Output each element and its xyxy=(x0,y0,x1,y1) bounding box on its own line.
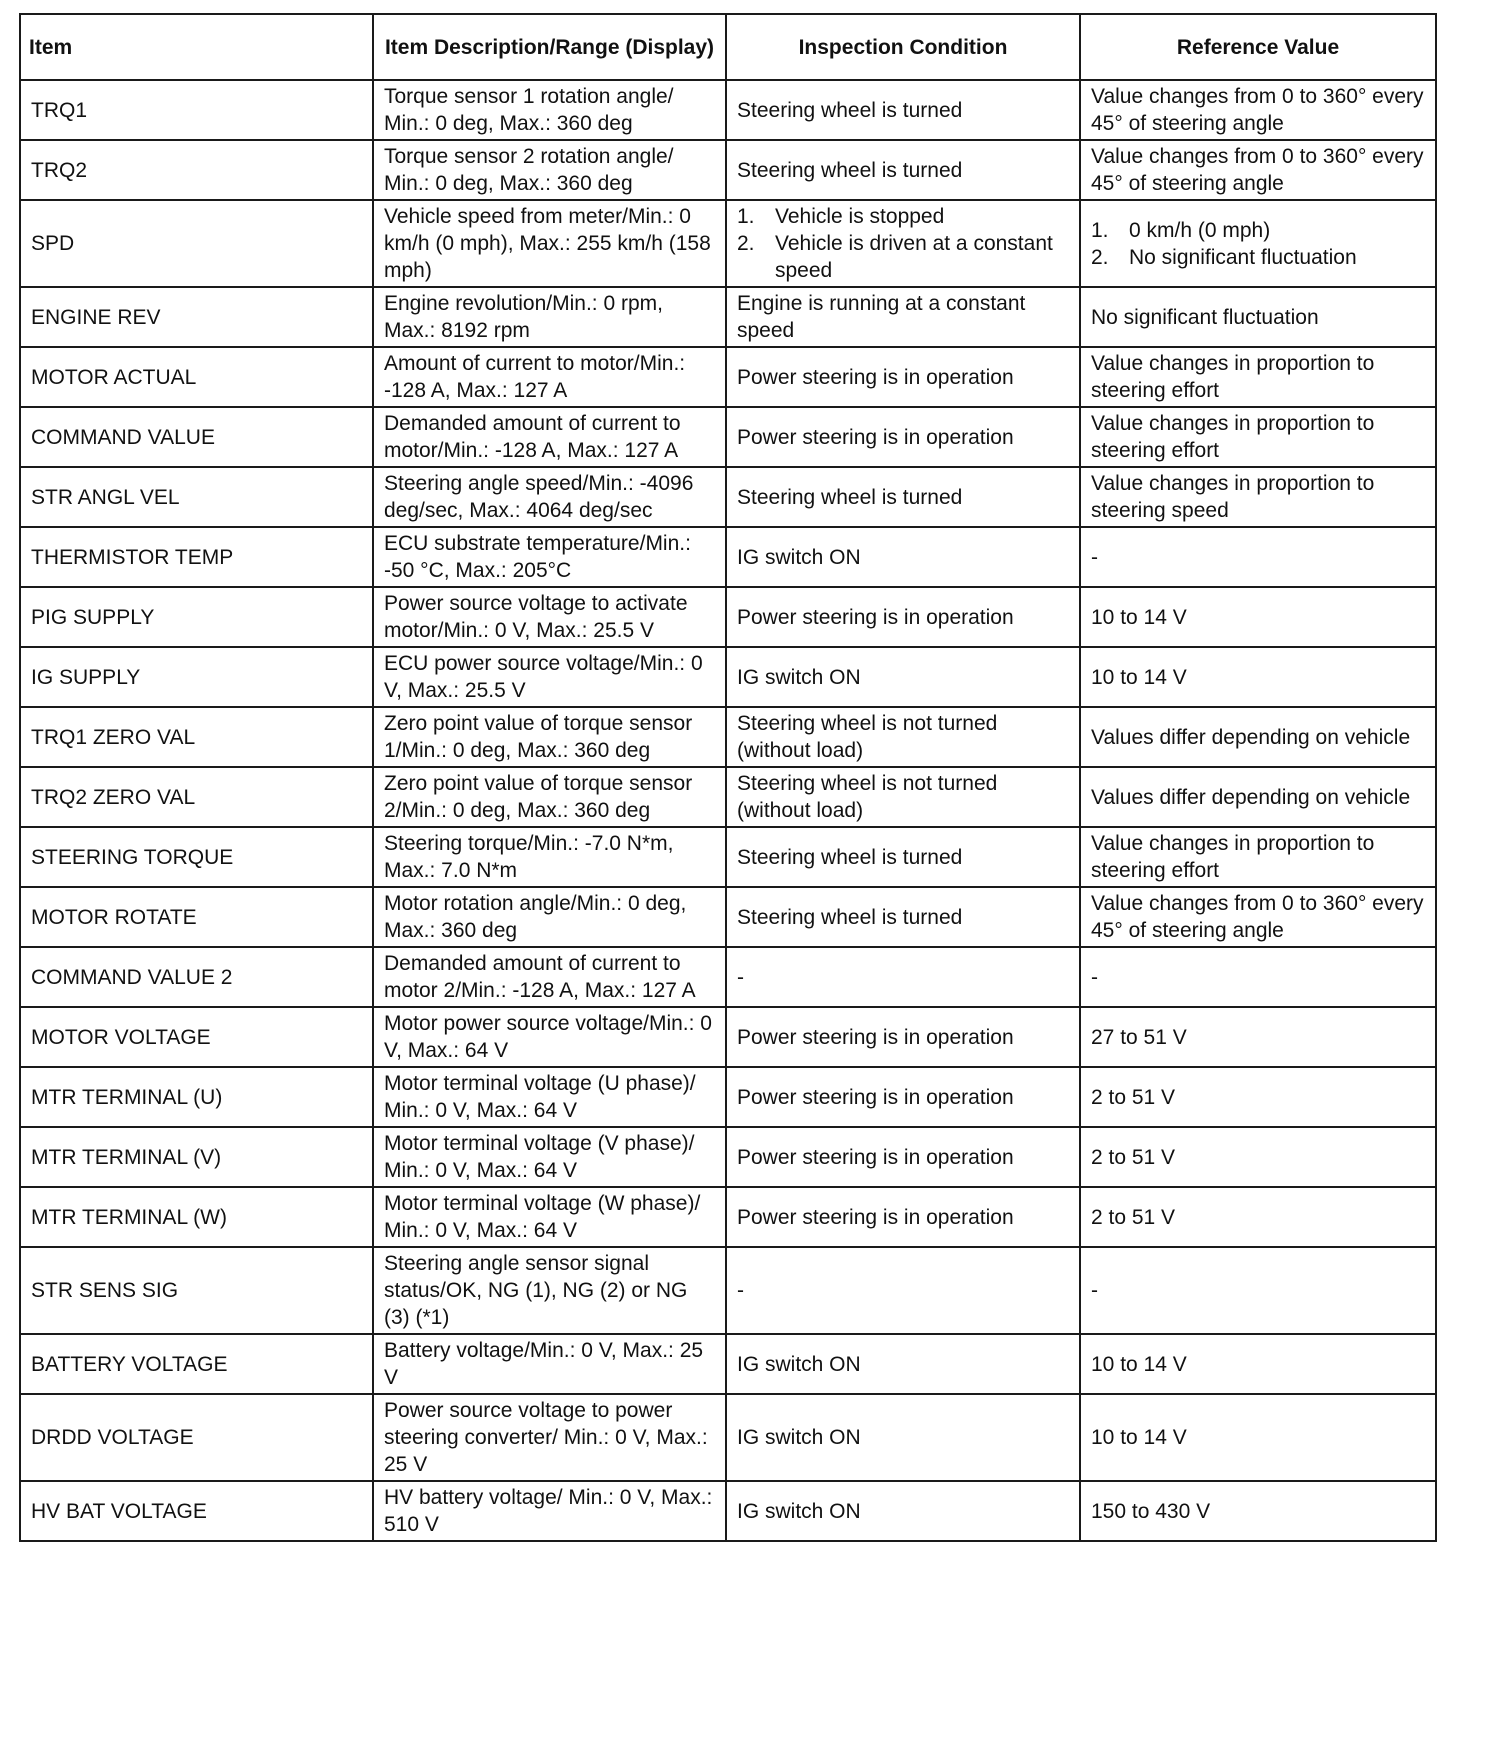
cell-reference: Value changes from 0 to 360° every 45° of steering angle xyxy=(1080,140,1436,200)
table-row xyxy=(20,347,1436,407)
cell-item: SPD xyxy=(20,200,373,287)
table-row xyxy=(20,767,1436,827)
cell-item: ENGINE REV xyxy=(20,287,373,347)
cell-description: Demanded amount of current to motor 2/Min.: -128 A, Max.: 127 A xyxy=(373,947,726,1007)
cell-reference: 10 to 14 V xyxy=(1080,1334,1436,1394)
cell-condition: Steering wheel is turned xyxy=(726,827,1080,887)
cell-item: BATTERY VOLTAGE xyxy=(20,1334,373,1394)
table-header-row xyxy=(20,14,1436,80)
cell-description: Engine revolution/Min.: 0 rpm, Max.: 8192 rpm xyxy=(373,287,726,347)
table-row xyxy=(20,287,1436,347)
cell-description: Steering angle sensor signal status/OK, NG (1), NG (2) or NG (3) (*1) xyxy=(373,1247,726,1334)
header-condition: Inspection Condition xyxy=(726,14,1080,80)
list-item xyxy=(1091,217,1425,244)
table-row xyxy=(20,587,1436,647)
reference-list xyxy=(1091,217,1425,271)
table-row xyxy=(20,80,1436,140)
cell-reference: 2 to 51 V xyxy=(1080,1067,1436,1127)
cell-reference: Values differ depending on vehicle xyxy=(1080,707,1436,767)
table-row xyxy=(20,887,1436,947)
cell-condition: IG switch ON xyxy=(726,1334,1080,1394)
cell-condition: Power steering is in operation xyxy=(726,1067,1080,1127)
cell-condition: Steering wheel is not turned (without load) xyxy=(726,767,1080,827)
table-row xyxy=(20,1007,1436,1067)
list-text: Vehicle is stopped xyxy=(775,205,945,228)
table-row xyxy=(20,140,1436,200)
cell-description: Motor power source voltage/Min.: 0 V, Max.: 64 V xyxy=(373,1007,726,1067)
table-row xyxy=(20,1481,1436,1541)
cell-condition: Steering wheel is turned xyxy=(726,467,1080,527)
cell-description: Torque sensor 2 rotation angle/ Min.: 0 deg, Max.: 360 deg xyxy=(373,140,726,200)
list-item xyxy=(737,230,1069,284)
cell-item: TRQ1 ZERO VAL xyxy=(20,707,373,767)
table-row xyxy=(20,647,1436,707)
cell-description: Steering angle speed/Min.: -4096 deg/sec, Max.: 4064 deg/sec xyxy=(373,467,726,527)
cell-condition: IG switch ON xyxy=(726,1394,1080,1481)
cell-condition: IG switch ON xyxy=(726,647,1080,707)
cell-reference: Value changes in proportion to steering effort xyxy=(1080,827,1436,887)
header-item: Item xyxy=(20,14,373,80)
cell-reference: 27 to 51 V xyxy=(1080,1007,1436,1067)
cell-item: MOTOR ROTATE xyxy=(20,887,373,947)
cell-reference: - xyxy=(1080,527,1436,587)
table-row xyxy=(20,827,1436,887)
cell-description: Demanded amount of current to motor/Min.: -128 A, Max.: 127 A xyxy=(373,407,726,467)
cell-description: Torque sensor 1 rotation angle/ Min.: 0 deg, Max.: 360 deg xyxy=(373,80,726,140)
cell-description: Amount of current to motor/Min.: -128 A, Max.: 127 A xyxy=(373,347,726,407)
cell-condition xyxy=(726,200,1080,287)
cell-description: Motor terminal voltage (U phase)/ Min.: 0 V, Max.: 64 V xyxy=(373,1067,726,1127)
cell-reference: Value changes in proportion to steering speed xyxy=(1080,467,1436,527)
table-row xyxy=(20,1187,1436,1247)
list-number: 1. xyxy=(737,205,755,228)
cell-reference: Value changes in proportion to steering effort xyxy=(1080,347,1436,407)
cell-item: MTR TERMINAL (V) xyxy=(20,1127,373,1187)
cell-item: TRQ2 xyxy=(20,140,373,200)
table-row xyxy=(20,407,1436,467)
cell-condition: IG switch ON xyxy=(726,527,1080,587)
cell-reference: Value changes from 0 to 360° every 45° of steering angle xyxy=(1080,80,1436,140)
table-row xyxy=(20,467,1436,527)
cell-condition: Steering wheel is turned xyxy=(726,80,1080,140)
cell-condition: Power steering is in operation xyxy=(726,407,1080,467)
list-number: 1. xyxy=(1091,218,1109,242)
cell-description: ECU substrate temperature/Min.: -50 °C, Max.: 205°C xyxy=(373,527,726,587)
list-item xyxy=(737,203,1069,230)
cell-item: TRQ2 ZERO VAL xyxy=(20,767,373,827)
cell-condition: Power steering is in operation xyxy=(726,1007,1080,1067)
cell-condition: Steering wheel is turned xyxy=(726,140,1080,200)
list-item xyxy=(1091,244,1425,271)
cell-reference xyxy=(1080,200,1436,287)
cell-reference: 10 to 14 V xyxy=(1080,647,1436,707)
table-body xyxy=(20,80,1436,1541)
cell-reference: No significant fluctuation xyxy=(1080,287,1436,347)
cell-item: PIG SUPPLY xyxy=(20,587,373,647)
cell-reference: 2 to 51 V xyxy=(1080,1187,1436,1247)
list-text: Vehicle is driven at a constant speed xyxy=(775,232,1053,282)
cell-condition: Power steering is in operation xyxy=(726,1127,1080,1187)
cell-item: COMMAND VALUE xyxy=(20,407,373,467)
cell-reference: Value changes in proportion to steering effort xyxy=(1080,407,1436,467)
cell-condition: Steering wheel is not turned (without load) xyxy=(726,707,1080,767)
cell-item: MOTOR ACTUAL xyxy=(20,347,373,407)
cell-description: Zero point value of torque sensor 2/Min.: 0 deg, Max.: 360 deg xyxy=(373,767,726,827)
cell-description: Motor rotation angle/Min.: 0 deg, Max.: 360 deg xyxy=(373,887,726,947)
table-row xyxy=(20,527,1436,587)
header-description-text: Item Description/Range (Display) xyxy=(384,35,715,59)
cell-description: Zero point value of torque sensor 1/Min.: 0 deg, Max.: 360 deg xyxy=(373,707,726,767)
cell-item: MTR TERMINAL (W) xyxy=(20,1187,373,1247)
table-row xyxy=(20,947,1436,1007)
list-number: 2. xyxy=(737,232,755,255)
table-row xyxy=(20,1127,1436,1187)
cell-condition: Power steering is in operation xyxy=(726,1187,1080,1247)
data-list-table xyxy=(19,13,1437,1542)
cell-reference: 2 to 51 V xyxy=(1080,1127,1436,1187)
cell-item: DRDD VOLTAGE xyxy=(20,1394,373,1481)
cell-condition: Power steering is in operation xyxy=(726,587,1080,647)
cell-description: Vehicle speed from meter/Min.: 0 km/h (0 mph), Max.: 255 km/h (158 mph) xyxy=(373,200,726,287)
cell-reference: 10 to 14 V xyxy=(1080,1394,1436,1481)
cell-description: Battery voltage/Min.: 0 V, Max.: 25 V xyxy=(373,1334,726,1394)
cell-condition: - xyxy=(726,1247,1080,1334)
cell-item: COMMAND VALUE 2 xyxy=(20,947,373,1007)
list-text: No significant fluctuation xyxy=(1129,245,1357,269)
cell-item: THERMISTOR TEMP xyxy=(20,527,373,587)
cell-condition: Power steering is in operation xyxy=(726,347,1080,407)
cell-reference: - xyxy=(1080,947,1436,1007)
cell-description: ECU power source voltage/Min.: 0 V, Max.: 25.5 V xyxy=(373,647,726,707)
cell-description: HV battery voltage/ Min.: 0 V, Max.: 510 V xyxy=(373,1481,726,1541)
cell-description: Motor terminal voltage (W phase)/ Min.: 0 V, Max.: 64 V xyxy=(373,1187,726,1247)
cell-item: STR ANGL VEL xyxy=(20,467,373,527)
cell-reference: - xyxy=(1080,1247,1436,1334)
cell-item: STEERING TORQUE xyxy=(20,827,373,887)
cell-condition: Steering wheel is turned xyxy=(726,887,1080,947)
cell-item: TRQ1 xyxy=(20,80,373,140)
cell-reference: 150 to 430 V xyxy=(1080,1481,1436,1541)
table-row xyxy=(20,1334,1436,1394)
cell-description: Steering torque/Min.: -7.0 N*m, Max.: 7.0 N*m xyxy=(373,827,726,887)
cell-condition: - xyxy=(726,947,1080,1007)
table-row xyxy=(20,1394,1436,1481)
header-description xyxy=(373,14,726,80)
list-number: 2. xyxy=(1091,245,1109,269)
condition-list xyxy=(737,203,1069,284)
cell-item: HV BAT VOLTAGE xyxy=(20,1481,373,1541)
cell-item: MOTOR VOLTAGE xyxy=(20,1007,373,1067)
cell-condition: Engine is running at a constant speed xyxy=(726,287,1080,347)
cell-reference: Values differ depending on vehicle xyxy=(1080,767,1436,827)
list-text: 0 km/h (0 mph) xyxy=(1129,218,1271,242)
header-reference: Reference Value xyxy=(1080,14,1436,80)
cell-item: IG SUPPLY xyxy=(20,647,373,707)
cell-description: Power source voltage to activate motor/Min.: 0 V, Max.: 25.5 V xyxy=(373,587,726,647)
table-row xyxy=(20,1247,1436,1334)
table-row xyxy=(20,1067,1436,1127)
cell-item: STR SENS SIG xyxy=(20,1247,373,1334)
cell-description: Power source voltage to power steering converter/ Min.: 0 V, Max.: 25 V xyxy=(373,1394,726,1481)
cell-item: MTR TERMINAL (U) xyxy=(20,1067,373,1127)
cell-condition: IG switch ON xyxy=(726,1481,1080,1541)
cell-reference: Value changes from 0 to 360° every 45° of steering angle xyxy=(1080,887,1436,947)
cell-description: Motor terminal voltage (V phase)/ Min.: 0 V, Max.: 64 V xyxy=(373,1127,726,1187)
cell-reference: 10 to 14 V xyxy=(1080,587,1436,647)
table-row xyxy=(20,200,1436,287)
table-row xyxy=(20,707,1436,767)
